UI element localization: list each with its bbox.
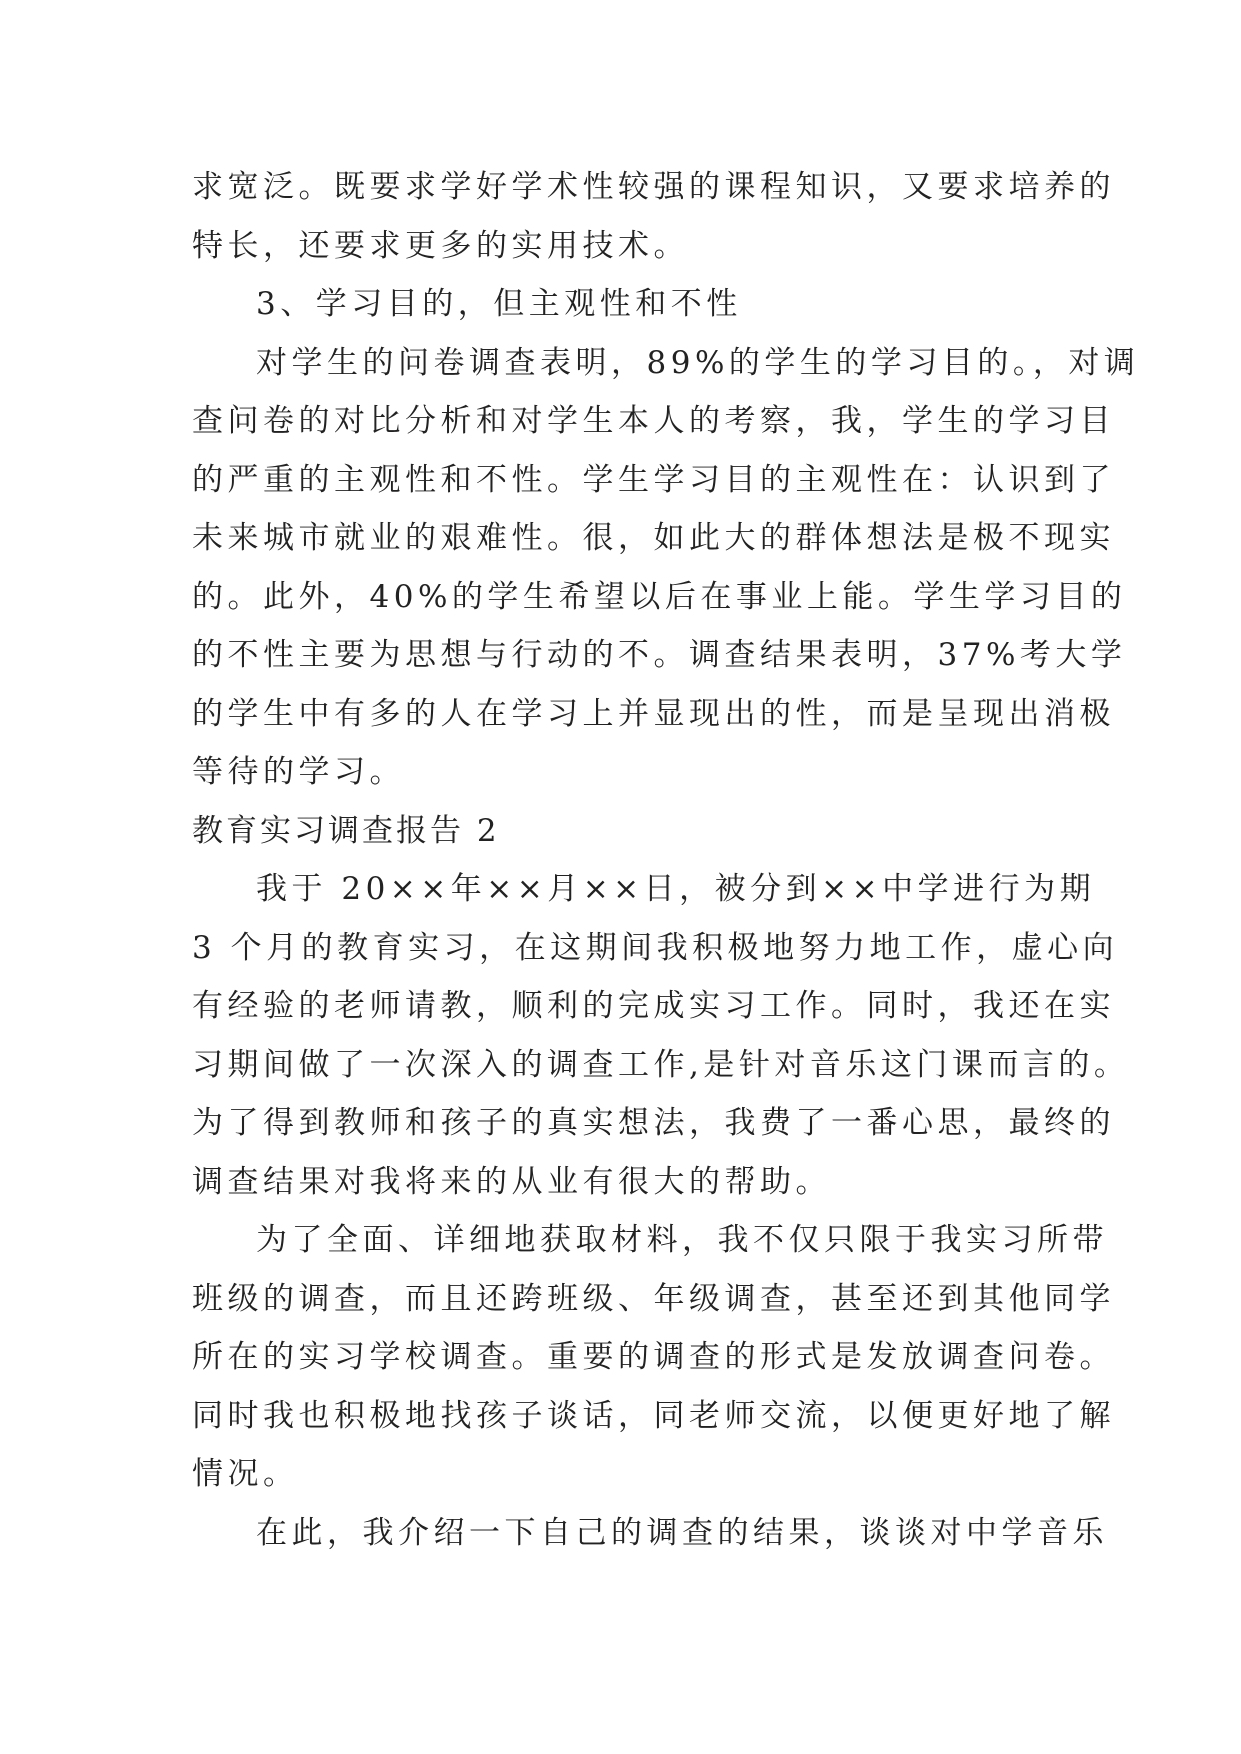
text-line: 的不性主要为思想与行动的不。调查结果表明，37%考大学	[192, 637, 1127, 673]
text-line: 调查结果对我将来的从业有很大的帮助。	[192, 1163, 831, 1200]
text-line: 为了全面、详细地获取材料，我不仅只限于我实习所带	[256, 1222, 1108, 1258]
text-line: 查问卷的对比分析和对学生本人的考察，我，学生的学习目	[192, 403, 1115, 439]
text-line: 3 个月的教育实习，在这期间我积极地努力地工作，虚心向	[192, 929, 1119, 966]
text-line: 所在的实习学校调查。重要的调查的形式是发放调查问卷。	[192, 1339, 1115, 1375]
text-line: 班级的调查，而且还跨班级、年级调查，甚至还到其他同学	[192, 1280, 1115, 1317]
text-line: 的。此外，40%的学生希望以后在事业上能。学生学习目的	[192, 578, 1127, 615]
text-line: 的学生中有多的人在学习上并显现出的性，而是呈现出消极	[192, 695, 1115, 732]
text-line: 习期间做了一次深入的调查工作,是针对音乐这门课而言的。	[192, 1046, 1130, 1083]
section-subheading: 3、学习目的，但主观性和不性	[256, 286, 742, 322]
text-line: 同时我也积极地找孩子谈话，同老师交流，以便更好地了解	[192, 1397, 1115, 1434]
text-line: 我于 20××年××月××日，被分到××中学进行为期	[256, 871, 1096, 907]
text-line: 在此，我介绍一下自己的调查的结果，谈谈对中学音乐	[256, 1514, 1108, 1551]
text-line: 求宽泛。既要求学好学术性较强的课程知识，又要求培养的	[192, 169, 1115, 205]
text-line: 为了得到教师和孩子的真实想法，我费了一番心思，最终的	[192, 1105, 1115, 1141]
text-line: 对学生的问卷调查表明，89%的学生的学习目的。，对调	[256, 344, 1140, 381]
text-line: 等待的学习。	[192, 754, 405, 790]
text-line: 有经验的老师请教，顺利的完成实习工作。同时，我还在实	[192, 988, 1115, 1024]
text-line: 未来城市就业的艰难性。很，如此大的群体想法是极不现实	[192, 520, 1115, 556]
section-title: 教育实习调查报告 2	[192, 812, 500, 849]
text-line: 情况。	[192, 1456, 299, 1492]
text-line: 特长，还要求更多的实用技术。	[192, 227, 689, 264]
document-body	[192, 158, 1140, 1562]
text-line: 的严重的主观性和不性。学生学习目的主观性在：认识到了	[192, 461, 1115, 498]
